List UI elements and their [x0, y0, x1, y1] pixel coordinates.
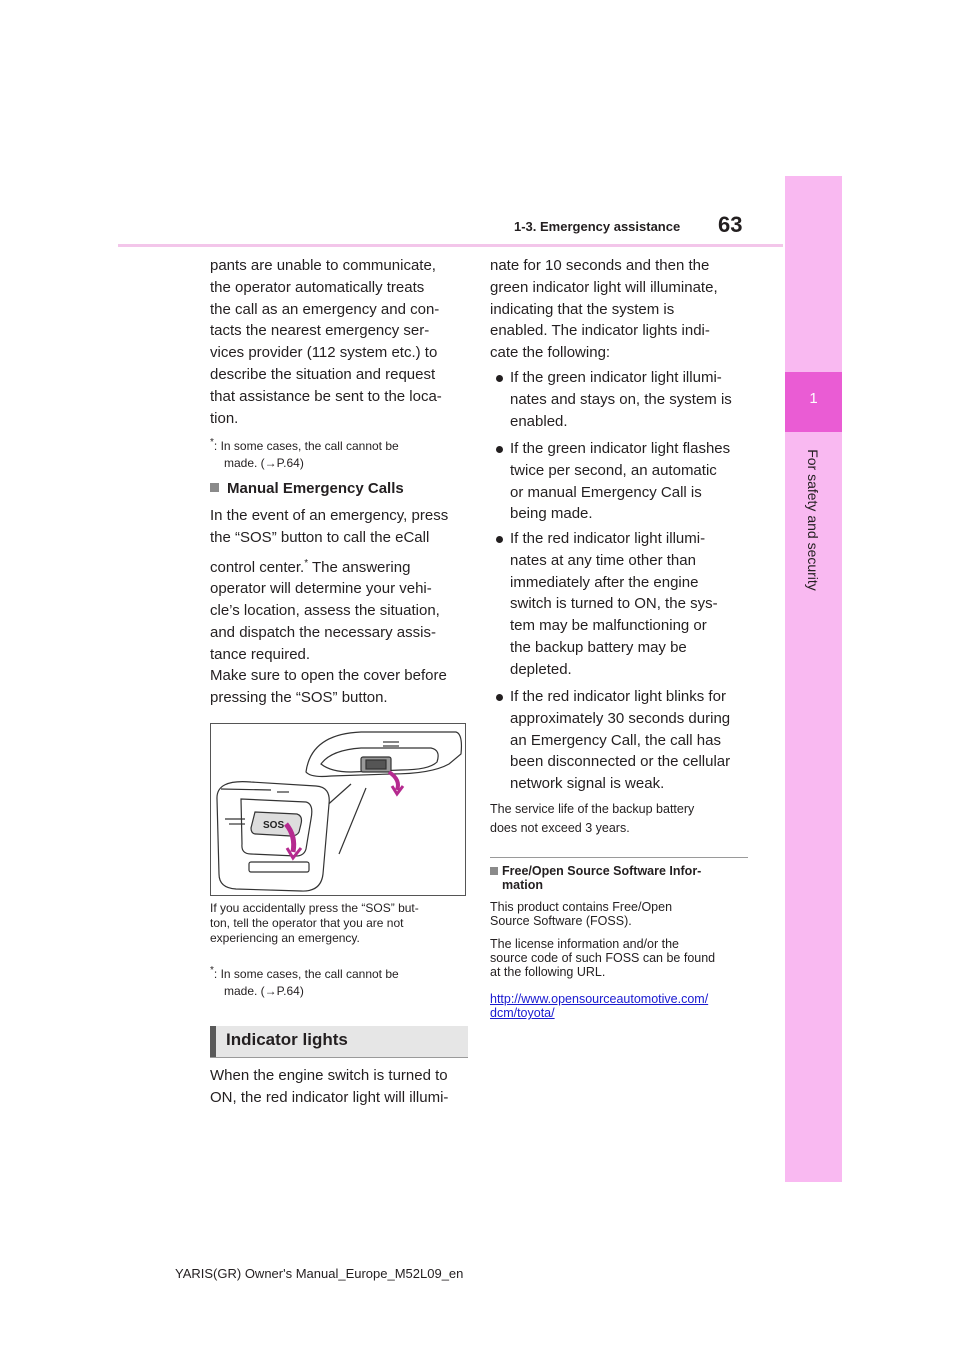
bullet-dot-icon	[496, 375, 503, 382]
text-line: ON, the red indicator light will illumi-	[210, 1088, 449, 1106]
text-line	[210, 553, 465, 579]
text-line: switch is turned to ON, the sys-	[510, 595, 718, 613]
chapter-title: For safety and security	[805, 449, 821, 591]
text-line: nates and stays on, the system is	[510, 390, 732, 408]
chapter-side-tab	[785, 176, 842, 1182]
text-line: describe the situation and request	[210, 365, 436, 383]
footnote-reference: made. (→P.64)	[224, 984, 304, 998]
text-line: In the event of an emergency, press	[210, 507, 449, 524]
text-line: network signal is weak.	[510, 775, 665, 793]
text-line: or manual Emergency Call is	[510, 483, 702, 501]
text-line: If the green indicator light flashes	[510, 440, 731, 457]
bullet-dot-icon	[496, 694, 503, 701]
bullet-item	[490, 367, 748, 432]
text-line: been disconnected or the cellular	[510, 753, 731, 771]
bullet-item	[490, 686, 748, 795]
text-line: the operator automatically treats	[210, 278, 425, 296]
text-line: the call as an emergency and con-	[210, 300, 440, 318]
footnote	[210, 434, 465, 472]
text-line: immediately after the engine	[510, 573, 699, 591]
text-line: that assistance be sent to the loca-	[210, 387, 442, 405]
text-line: cle’s location, assess the situation,	[210, 602, 440, 620]
text-line: and dispatch the necessary assis-	[210, 623, 436, 641]
indicator-continued-paragraph	[490, 255, 748, 364]
text-line: pants are unable to communicate,	[210, 257, 436, 274]
footer-manual-id: YARIS(GR) Owner's Manual_Europe_M52L09_en	[175, 1266, 464, 1281]
text-line: tance required.	[210, 645, 311, 663]
text-line: If the red indicator light illumi-	[510, 530, 706, 547]
text-line: If the red indicator light blinks for	[510, 688, 726, 705]
text-line: When the engine switch is turned to	[210, 1067, 448, 1084]
square-bullet-icon	[210, 483, 219, 492]
text-line: pressing the “SOS” button.	[210, 688, 388, 706]
text-line: enabled. The indicator lights indi-	[490, 322, 710, 340]
text-line: cate the following:	[490, 344, 611, 362]
url-line[interactable]: http://www.opensourceautomotive.com/	[490, 992, 709, 1006]
text-line: enabled.	[510, 412, 568, 430]
text-line: nate for 10 seconds and then the	[490, 257, 710, 274]
figure-caption	[210, 901, 465, 946]
heading-text: mation	[502, 878, 543, 892]
manual-calls-paragraph	[210, 505, 465, 666]
foss-url-link[interactable]	[490, 992, 748, 1020]
square-bullet-icon	[490, 867, 498, 875]
heading-text: Manual Emergency Calls	[227, 480, 404, 497]
text-line: operator will determine your vehi-	[210, 580, 432, 598]
indicator-paragraph	[210, 1065, 465, 1109]
text-line: twice per second, an automatic	[510, 461, 717, 479]
text-line: depleted.	[510, 660, 572, 678]
url-line[interactable]: dcm/toyota/	[490, 1006, 555, 1020]
foss-paragraph-1	[490, 900, 748, 928]
bullet-item	[490, 438, 748, 525]
bullet-dot-icon	[496, 446, 503, 453]
footnote-text: : In some cases, the call cannot be	[213, 967, 399, 981]
text-line: tion.	[210, 409, 239, 427]
text-line: green indicator light will illuminate,	[490, 278, 718, 296]
text-line: tem may be malfunctioning or	[510, 617, 707, 635]
text-line: Make sure to open the cover before	[210, 667, 447, 684]
footnote-marker: *	[304, 557, 309, 569]
text-line: an Emergency Call, the call has	[510, 731, 721, 749]
text-line: nates at any time other than	[510, 551, 696, 569]
text-line: ton, tell the operator that you are not	[210, 916, 404, 930]
footnote	[210, 962, 465, 1000]
text-line: The service life of the backup battery	[490, 802, 695, 816]
indicator-lights-heading-box	[210, 1026, 468, 1058]
bullet-item	[490, 528, 748, 681]
heading-rule	[210, 1057, 468, 1058]
text-line: source code of such FOSS can be found	[490, 951, 716, 965]
text-line: the backup battery may be	[510, 638, 687, 656]
overhead-console-drawing	[211, 724, 465, 895]
heading-text: Free/Open Source Software Infor-	[502, 864, 702, 878]
text-line: If you accidentally press the “SOS” but-	[210, 901, 419, 915]
text-line: does not exceed 3 years.	[490, 821, 630, 835]
text-segment: The answering	[308, 558, 411, 576]
text-line: being made.	[510, 505, 593, 523]
section-rule	[490, 857, 748, 858]
text-line: at the following URL.	[490, 965, 606, 979]
text-segment: control center.	[210, 558, 305, 576]
intro-paragraph	[210, 255, 465, 429]
foss-paragraph-2	[490, 937, 748, 979]
text-line: the “SOS” button to call the eCall	[210, 528, 430, 546]
footnote-text: : In some cases, the call cannot be	[213, 439, 399, 453]
cover-paragraph	[210, 665, 465, 709]
sos-button-illustration	[210, 723, 466, 896]
battery-note	[490, 800, 748, 838]
text-line: approximately 30 seconds during	[510, 709, 731, 727]
text-line: experiencing an emergency.	[210, 931, 360, 945]
page-number: 63	[718, 212, 743, 237]
chapter-number: 1	[809, 390, 818, 407]
text-line: This product contains Free/Open	[490, 900, 673, 914]
text-line: tacts the nearest emergency ser-	[210, 322, 430, 340]
sos-label: SOS	[263, 820, 285, 831]
manual-calls-heading	[210, 480, 465, 497]
footnote-reference: made. (→P.64)	[224, 456, 304, 470]
text-line: indicating that the system is	[490, 300, 675, 318]
bullet-dot-icon	[496, 536, 503, 543]
text-line: If the green indicator light illumi-	[510, 369, 722, 386]
foss-heading	[490, 864, 748, 892]
footnote-marker: *	[210, 965, 214, 976]
indicator-lights-heading: Indicator lights	[226, 1030, 348, 1049]
text-line: The license information and/or the	[490, 937, 679, 951]
text-line: vices provider (112 system etc.) to	[210, 344, 438, 362]
header-rule	[118, 244, 783, 247]
footnote-marker: *	[210, 437, 214, 448]
text-line: Source Software (FOSS).	[490, 914, 632, 928]
section-title: 1-3. Emergency assistance	[514, 219, 681, 234]
